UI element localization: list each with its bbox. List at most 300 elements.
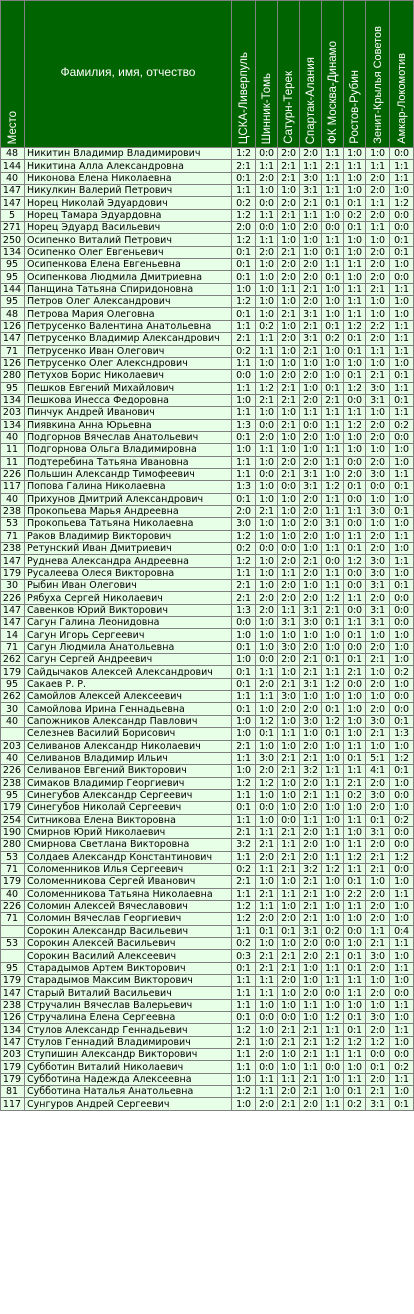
- score-cell: 1:2: [322, 1012, 344, 1024]
- score-cell: 1:1: [322, 456, 344, 468]
- score-cell: 0:0: [344, 567, 366, 579]
- score-cell: 1:0: [344, 802, 366, 814]
- score-cell: 2:0: [300, 938, 322, 950]
- score-cell: 1:0: [278, 345, 300, 357]
- score-cell: 1:1: [278, 283, 300, 295]
- score-cell: 3:0: [366, 1012, 390, 1024]
- score-cell: 2:0: [366, 641, 390, 653]
- score-cell: 1:1: [256, 975, 278, 987]
- score-cell: 1:0: [366, 518, 390, 530]
- score-cell: 1:1: [322, 148, 344, 160]
- score-cell: 1:1: [322, 407, 344, 419]
- name-cell: Петрова Мария Олеговна: [25, 308, 232, 320]
- score-cell: 2:0: [366, 543, 390, 555]
- place-cell: 179: [1, 876, 25, 888]
- score-cell: 1:0: [278, 715, 300, 727]
- table-row: [1, 444, 414, 456]
- score-cell: 2:1: [232, 580, 256, 592]
- score-cell: 3:0: [278, 691, 300, 703]
- score-cell: 1:0: [278, 802, 300, 814]
- place-cell: 280: [1, 370, 25, 382]
- name-cell: Соломин Алексей Вячеславович: [25, 900, 232, 912]
- score-cell: 2:0: [278, 271, 300, 283]
- score-cell: 0:2: [256, 320, 278, 332]
- place-cell: 147: [1, 987, 25, 999]
- score-cell: 1:2: [232, 555, 256, 567]
- score-cell: 1:0: [390, 259, 414, 271]
- score-cell: 2:1: [278, 1024, 300, 1036]
- score-cell: 2:0: [300, 431, 322, 443]
- table-row: [1, 1098, 414, 1110]
- score-cell: 0:0: [232, 370, 256, 382]
- place-cell: 147: [1, 604, 25, 616]
- score-cell: 2:0: [366, 777, 390, 789]
- score-cell: 1:0: [278, 518, 300, 530]
- name-cell: Петров Олег Александрович: [25, 296, 232, 308]
- place-cell: 48: [1, 308, 25, 320]
- score-cell: 2:0: [366, 419, 390, 431]
- score-cell: 2:0: [366, 913, 390, 925]
- score-cell: 1:0: [390, 1086, 414, 1098]
- score-cell: 2:0: [300, 592, 322, 604]
- score-cell: 1:0: [300, 975, 322, 987]
- place-cell: 226: [1, 468, 25, 480]
- score-cell: 1:1: [390, 333, 414, 345]
- table-row: [1, 259, 414, 271]
- score-cell: 2:0: [278, 1086, 300, 1098]
- score-cell: 1:1: [322, 777, 344, 789]
- place-cell: 134: [1, 419, 25, 431]
- table-row: [1, 246, 414, 258]
- score-cell: 1:2: [344, 320, 366, 332]
- score-cell: 2:0: [256, 1098, 278, 1110]
- score-cell: 1:1: [322, 851, 344, 863]
- table-row: [1, 580, 414, 592]
- score-cell: 0:0: [344, 641, 366, 653]
- score-cell: 0:2: [390, 666, 414, 678]
- place-cell: 40: [1, 431, 25, 443]
- score-cell: 1:0: [390, 950, 414, 962]
- score-cell: 1:1: [344, 407, 366, 419]
- score-cell: 1:0: [278, 789, 300, 801]
- score-cell: 2:0: [300, 394, 322, 406]
- score-cell: 1:1: [256, 666, 278, 678]
- score-cell: 2:0: [278, 148, 300, 160]
- name-cell: Селиванов Александр Николаевич: [25, 740, 232, 752]
- score-cell: 0:4: [390, 925, 414, 937]
- score-cell: 1:0: [344, 172, 366, 184]
- score-cell: 1:1: [344, 259, 366, 271]
- score-cell: 0:1: [344, 345, 366, 357]
- score-cell: 1:0: [322, 370, 344, 382]
- score-cell: 1:1: [390, 999, 414, 1011]
- table-row: [1, 938, 414, 950]
- name-cell: Сорокин Алексей Васильевич: [25, 938, 232, 950]
- header-match-label: Амкар-Локомотив: [395, 53, 408, 144]
- score-cell: 2:0: [300, 851, 322, 863]
- score-cell: 1:0: [322, 296, 344, 308]
- name-cell: Петухов Борис Николаевич: [25, 370, 232, 382]
- score-cell: 3:0: [366, 382, 390, 394]
- place-cell: 203: [1, 407, 25, 419]
- score-cell: 2:0: [278, 913, 300, 925]
- score-cell: 1:0: [344, 703, 366, 715]
- score-cell: 1:0: [366, 666, 390, 678]
- score-cell: 1:1: [344, 975, 366, 987]
- table-row: [1, 345, 414, 357]
- score-cell: 1:1: [256, 444, 278, 456]
- score-cell: 3:1: [300, 678, 322, 690]
- place-cell: 190: [1, 826, 25, 838]
- score-cell: 0:2: [232, 543, 256, 555]
- score-cell: 1:0: [300, 234, 322, 246]
- score-cell: 2:1: [278, 863, 300, 875]
- score-cell: 2:0: [256, 172, 278, 184]
- score-cell: 2:0: [366, 185, 390, 197]
- score-cell: 1:0: [366, 407, 390, 419]
- name-cell: Соломенников Илья Сергеевич: [25, 863, 232, 875]
- place-cell: 126: [1, 357, 25, 369]
- place-cell: 238: [1, 505, 25, 517]
- score-cell: 1:1: [344, 987, 366, 999]
- place-cell: 40: [1, 752, 25, 764]
- score-cell: 2:0: [278, 197, 300, 209]
- score-cell: 1:0: [390, 740, 414, 752]
- score-cell: 0:0: [278, 481, 300, 493]
- score-cell: 1:0: [256, 703, 278, 715]
- table-row: [1, 1061, 414, 1073]
- score-cell: 1:1: [390, 938, 414, 950]
- score-cell: 1:1: [300, 814, 322, 826]
- name-cell: Петрусенко Валентина Анатольевна: [25, 320, 232, 332]
- score-cell: 2:0: [300, 222, 322, 234]
- name-cell: Никитин Владимир Владимирович: [25, 148, 232, 160]
- score-cell: 2:0: [344, 468, 366, 480]
- score-cell: 2:1: [278, 209, 300, 221]
- score-cell: 1:1: [390, 1024, 414, 1036]
- name-cell: Петрусенко Иван Олегович: [25, 345, 232, 357]
- score-cell: 2:1: [278, 678, 300, 690]
- score-cell: 2:0: [300, 530, 322, 542]
- score-cell: 2:1: [300, 876, 322, 888]
- score-cell: 1:1: [256, 900, 278, 912]
- name-cell: Смирнов Юрий Николаевич: [25, 826, 232, 838]
- score-cell: 1:0: [322, 431, 344, 443]
- score-cell: 0:0: [256, 654, 278, 666]
- score-cell: 3:1: [366, 1098, 390, 1110]
- score-cell: 1:1: [300, 999, 322, 1011]
- score-cell: 0:1: [232, 678, 256, 690]
- score-cell: 0:2: [344, 1098, 366, 1110]
- score-cell: 1:1: [344, 296, 366, 308]
- name-cell: Сагун Игорь Сергеевич: [25, 629, 232, 641]
- score-cell: 1:0: [256, 814, 278, 826]
- score-cell: 0:0: [322, 222, 344, 234]
- score-cell: 1:0: [256, 530, 278, 542]
- score-cell: 0:1: [344, 752, 366, 764]
- place-cell: 81: [1, 1086, 25, 1098]
- score-cell: 1:0: [322, 308, 344, 320]
- score-cell: 1:1: [232, 851, 256, 863]
- score-cell: 0:1: [344, 370, 366, 382]
- score-cell: 1:0: [344, 431, 366, 443]
- score-cell: 1:0: [322, 839, 344, 851]
- place-cell: 53: [1, 938, 25, 950]
- score-cell: 1:0: [344, 1061, 366, 1073]
- score-cell: 3:0: [366, 468, 390, 480]
- score-cell: 2:1: [300, 913, 322, 925]
- score-cell: 0:0: [390, 604, 414, 616]
- score-cell: 0:1: [232, 246, 256, 258]
- score-cell: 1:0: [256, 493, 278, 505]
- name-cell: Селиванов Владимир Ильич: [25, 752, 232, 764]
- table-row: [1, 987, 414, 999]
- place-cell: 238: [1, 999, 25, 1011]
- place-cell: 30: [1, 703, 25, 715]
- table-row: [1, 728, 414, 740]
- place-cell: 179: [1, 975, 25, 987]
- score-cell: 2:1: [278, 950, 300, 962]
- score-cell: 0:0: [390, 703, 414, 715]
- score-cell: 1:3: [232, 419, 256, 431]
- score-cell: 1:0: [256, 357, 278, 369]
- place-cell: [1, 950, 25, 962]
- score-cell: 2:0: [256, 431, 278, 443]
- place-cell: 179: [1, 1061, 25, 1073]
- score-cell: 0:1: [256, 728, 278, 740]
- score-cell: 1:2: [390, 752, 414, 764]
- name-cell: Сагун Людмила Анатольевна: [25, 641, 232, 653]
- score-cell: 2:1: [232, 1036, 256, 1048]
- score-cell: 3:0: [300, 715, 322, 727]
- place-cell: 5: [1, 209, 25, 221]
- score-cell: 1:0: [278, 900, 300, 912]
- place-cell: 147: [1, 185, 25, 197]
- score-cell: 2:0: [300, 740, 322, 752]
- score-cell: 1:0: [256, 555, 278, 567]
- score-cell: 1:0: [256, 567, 278, 579]
- score-cell: 0:0: [278, 543, 300, 555]
- score-cell: 0:1: [366, 1061, 390, 1073]
- score-cell: 0:0: [390, 148, 414, 160]
- score-cell: 0:0: [344, 518, 366, 530]
- score-cell: 0:0: [344, 678, 366, 690]
- score-cell: 2:0: [300, 826, 322, 838]
- name-cell: Самойлов Алексей Алексеевич: [25, 691, 232, 703]
- score-cell: 2:0: [278, 654, 300, 666]
- score-cell: 1:0: [390, 543, 414, 555]
- score-cell: 1:0: [322, 900, 344, 912]
- score-cell: 1:0: [344, 246, 366, 258]
- score-cell: 1:0: [278, 666, 300, 678]
- score-cell: 1:0: [278, 234, 300, 246]
- table-row: [1, 543, 414, 555]
- score-cell: 0:0: [390, 209, 414, 221]
- score-cell: 1:0: [300, 580, 322, 592]
- score-cell: 2:1: [366, 370, 390, 382]
- score-cell: 2:0: [366, 209, 390, 221]
- header-match-8: [390, 1, 414, 148]
- score-cell: 2:0: [366, 456, 390, 468]
- score-cell: 1:1: [390, 555, 414, 567]
- score-cell: 1:0: [322, 345, 344, 357]
- score-cell: 0:0: [256, 802, 278, 814]
- score-cell: 0:0: [390, 863, 414, 875]
- score-cell: 1:1: [390, 283, 414, 295]
- score-cell: 1:0: [344, 234, 366, 246]
- name-cell: Сапожников Александр Павлович: [25, 715, 232, 727]
- score-cell: 0:1: [390, 765, 414, 777]
- score-cell: 2:1: [232, 333, 256, 345]
- score-cell: 0:1: [390, 394, 414, 406]
- place-cell: 144: [1, 283, 25, 295]
- score-cell: 1:2: [344, 419, 366, 431]
- score-cell: 2:1: [366, 654, 390, 666]
- score-cell: 1:1: [300, 407, 322, 419]
- score-cell: 1:0: [300, 357, 322, 369]
- score-cell: 2:0: [366, 1024, 390, 1036]
- score-cell: 0:1: [322, 703, 344, 715]
- score-cell: 0:1: [256, 925, 278, 937]
- table-row: [1, 172, 414, 184]
- score-cell: 0:2: [322, 333, 344, 345]
- name-cell: Осипенко Виталий Петрович: [25, 234, 232, 246]
- table-row: [1, 863, 414, 875]
- score-cell: 1:0: [256, 407, 278, 419]
- score-cell: 3:0: [366, 950, 390, 962]
- score-cell: 1:0: [232, 1073, 256, 1085]
- score-cell: 1:0: [390, 678, 414, 690]
- score-cell: 2:0: [256, 592, 278, 604]
- table-row: [1, 567, 414, 579]
- score-cell: 2:0: [256, 765, 278, 777]
- score-cell: 3:0: [232, 518, 256, 530]
- score-cell: 2:1: [278, 308, 300, 320]
- score-cell: 0:1: [232, 666, 256, 678]
- score-cell: 1:1: [322, 962, 344, 974]
- place-cell: 71: [1, 345, 25, 357]
- score-cell: 2:0: [366, 839, 390, 851]
- score-cell: 1:0: [278, 999, 300, 1011]
- place-cell: 40: [1, 172, 25, 184]
- score-cell: 2:1: [366, 938, 390, 950]
- score-cell: 2:1: [366, 1086, 390, 1098]
- score-cell: 1:0: [366, 234, 390, 246]
- place-cell: 179: [1, 666, 25, 678]
- score-cell: 1:2: [232, 530, 256, 542]
- name-cell: Смирнова Светлана Викторовна: [25, 839, 232, 851]
- place-cell: 117: [1, 481, 25, 493]
- score-cell: 1:0: [256, 789, 278, 801]
- table-row: [1, 530, 414, 542]
- table-row: [1, 1012, 414, 1024]
- score-cell: 2:1: [232, 160, 256, 172]
- score-cell: 2:1: [278, 962, 300, 974]
- score-cell: 3:0: [366, 505, 390, 517]
- name-cell: Солдаев Александр Константинович: [25, 851, 232, 863]
- table-row: [1, 148, 414, 160]
- score-cell: 1:1: [344, 592, 366, 604]
- score-cell: 0:1: [390, 505, 414, 517]
- header-match-2: [256, 1, 278, 148]
- score-cell: 1:0: [256, 185, 278, 197]
- table-row: [1, 1086, 414, 1098]
- score-cell: 2:1: [256, 950, 278, 962]
- score-cell: 0:0: [256, 468, 278, 480]
- score-cell: 0:1: [322, 654, 344, 666]
- score-cell: 1:0: [278, 1049, 300, 1061]
- name-cell: Ступишин Александр Викторович: [25, 1049, 232, 1061]
- score-cell: 1:1: [390, 320, 414, 332]
- table-row: [1, 555, 414, 567]
- score-cell: 1:0: [256, 641, 278, 653]
- score-cell: 1:2: [344, 1036, 366, 1048]
- score-cell: 2:0: [366, 246, 390, 258]
- score-cell: 1:0: [390, 444, 414, 456]
- place-cell: 203: [1, 1049, 25, 1061]
- score-cell: 3:1: [366, 580, 390, 592]
- score-cell: 1:1: [366, 197, 390, 209]
- name-cell: Норец Николай Эдуардович: [25, 197, 232, 209]
- score-cell: 1:0: [366, 975, 390, 987]
- score-cell: 1:0: [366, 308, 390, 320]
- score-cell: 1:0: [256, 1024, 278, 1036]
- header-match-5: [322, 1, 344, 148]
- name-cell: Соломенникова Сергей Иванович: [25, 876, 232, 888]
- score-cell: 0:1: [390, 580, 414, 592]
- table-row: [1, 604, 414, 616]
- score-cell: 1:1: [390, 345, 414, 357]
- score-cell: 0:2: [390, 419, 414, 431]
- score-cell: 1:0: [232, 765, 256, 777]
- score-cell: 1:1: [322, 444, 344, 456]
- score-cell: 0:1: [322, 271, 344, 283]
- place-cell: 134: [1, 246, 25, 258]
- score-cell: 3:2: [300, 765, 322, 777]
- score-cell: 2:1: [232, 826, 256, 838]
- score-cell: 1:1: [322, 1049, 344, 1061]
- table-row: [1, 394, 414, 406]
- score-cell: 1:1: [232, 357, 256, 369]
- score-cell: 1:1: [232, 382, 256, 394]
- place-cell: 117: [1, 1098, 25, 1110]
- score-cell: 2:1: [278, 172, 300, 184]
- table-row: [1, 777, 414, 789]
- score-cell: 1:1: [232, 987, 256, 999]
- score-cell: 1:2: [322, 481, 344, 493]
- header-match-label: Спартак-Алания: [304, 56, 317, 144]
- score-cell: 1:0: [300, 728, 322, 740]
- score-cell: 1:1: [344, 765, 366, 777]
- score-cell: 0:0: [344, 394, 366, 406]
- score-cell: 1:0: [256, 370, 278, 382]
- table-row: [1, 1036, 414, 1048]
- place-cell: 147: [1, 1036, 25, 1048]
- score-cell: 0:3: [232, 950, 256, 962]
- score-cell: 1:0: [232, 444, 256, 456]
- score-cell: 2:1: [300, 888, 322, 900]
- score-cell: 1:3: [232, 481, 256, 493]
- score-cell: 3:2: [300, 863, 322, 875]
- score-cell: 1:0: [232, 629, 256, 641]
- score-cell: 1:0: [256, 617, 278, 629]
- score-cell: 1:0: [366, 691, 390, 703]
- table-row: [1, 900, 414, 912]
- score-cell: 0:1: [232, 172, 256, 184]
- score-cell: 1:1: [344, 530, 366, 542]
- score-cell: 1:0: [256, 518, 278, 530]
- score-cell: 1:1: [322, 419, 344, 431]
